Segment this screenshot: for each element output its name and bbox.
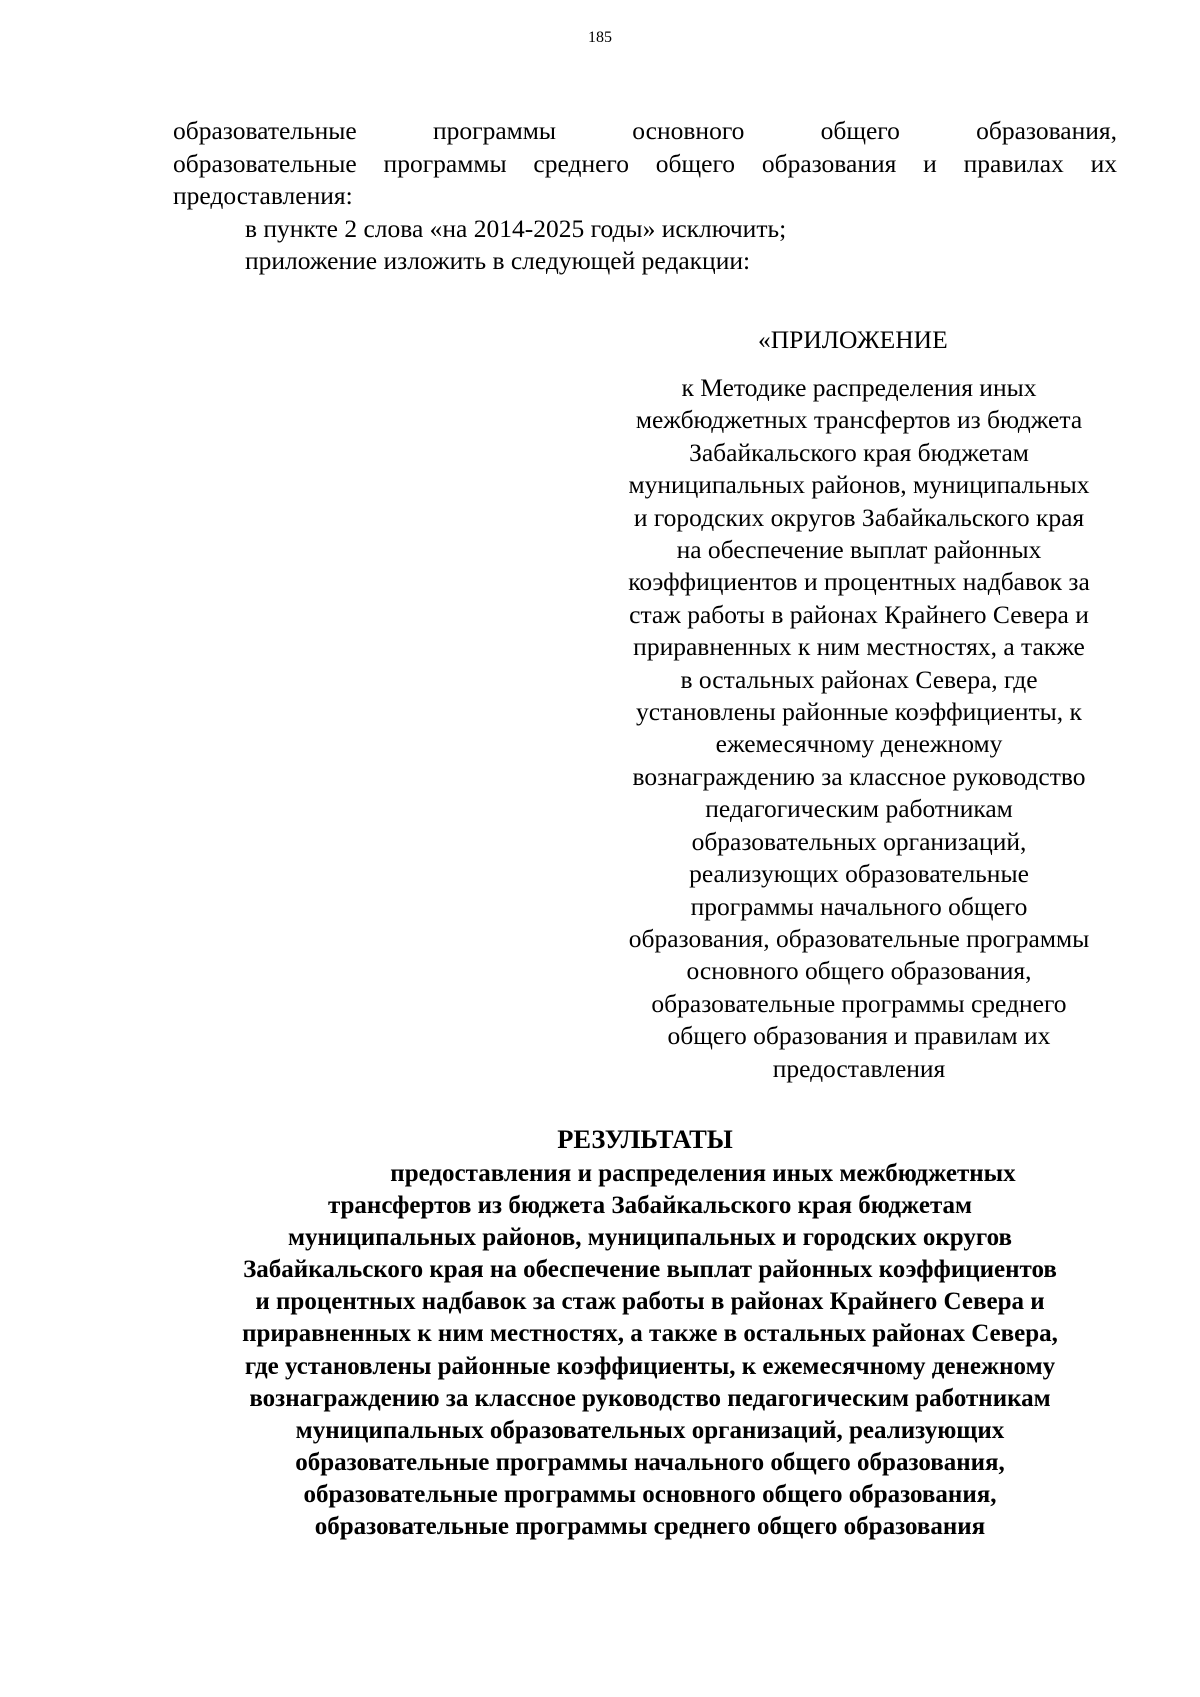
results-line: приравненных к ним местностях, а также в остальных районах Севера, [242, 1320, 1058, 1348]
appendix-line: образования, образовательные программы [628, 923, 1090, 953]
results-line: образовательные программы основного общего образования, [303, 1480, 997, 1508]
intro-line: образовательные программы основного общего образования, [173, 116, 1117, 145]
results-line: муниципальных районов, муниципальных и городских округов [288, 1224, 1012, 1252]
appendix-line: ежемесячному денежному [715, 729, 1003, 759]
appendix-line: к Методике распределения иных [681, 373, 1037, 402]
appendix-line: коэффициентов и процентных надбавок за [628, 567, 1090, 597]
appendix-line: приравненных к ним местностях, а также [633, 632, 1085, 662]
results-line: муниципальных образовательных организаций, реализующих [295, 1416, 1005, 1444]
appendix-line: основного общего образования, [686, 956, 1032, 986]
appendix-line: общего образования и правилам их [667, 1021, 1051, 1051]
appendix-line: и городских округов Забайкальского края [633, 502, 1085, 532]
appendix-caption [590, 372, 1128, 1085]
appendix-line: муниципальных районов, муниципальных [628, 470, 1090, 500]
results-subtitle [100, 1158, 1200, 1543]
results-line: вознаграждению за классное руководство педагогическим работникам [249, 1384, 1051, 1412]
results-line: трансфертов из бюджета Забайкальского края бюджетам [327, 1192, 973, 1220]
intro-line: предоставления: [173, 181, 353, 210]
results-line: образовательные программы среднего общего образования [314, 1513, 986, 1541]
amendment-line: приложение изложить в следующей редакции: [245, 246, 751, 275]
appendix-line: на обеспечение выплат районных [676, 535, 1042, 565]
amendment-line: в пункте 2 слова «на 2014-2025 годы» исключить; [245, 213, 787, 243]
results-line: Забайкальского края на обеспечение выплат районных коэффициентов [243, 1256, 1057, 1284]
appendix-line: программы начального общего [690, 891, 1028, 921]
appendix-line: Забайкальского края бюджетам [689, 437, 1029, 467]
results-line: где установлены районные коэффициенты, к ежемесячному денежному [244, 1352, 1056, 1380]
appendix-line: межбюджетных трансфертов из бюджета [635, 405, 1083, 435]
appendix-line: в остальных районах Севера, где [680, 664, 1038, 694]
intro-paragraph [173, 115, 1117, 278]
results-heading: РЕЗУЛЬТАТЫ [557, 1124, 733, 1154]
appendix-title: «ПРИЛОЖЕНИЕ [758, 325, 948, 354]
results-line: предоставления и распределения иных межбюджетных [390, 1160, 1016, 1187]
intro-line: образовательные программы среднего общего образования и правилах их [173, 148, 1117, 178]
appendix-line: стаж работы в районах Крайнего Севера и [629, 599, 1089, 629]
appendix-line: вознаграждению за классное руководство [632, 761, 1086, 791]
appendix-line: педагогическим работникам [705, 794, 1013, 824]
page-number: 185 [588, 29, 612, 46]
appendix-line: образовательные программы среднего [651, 988, 1067, 1018]
results-line: образовательные программы начального общего образования, [295, 1448, 1005, 1476]
appendix-line: образовательных организаций, [691, 826, 1027, 856]
results-line: и процентных надбавок за стаж работы в районах Крайнего Севера и [255, 1288, 1045, 1316]
appendix-line: реализующих образовательные [689, 859, 1029, 889]
appendix-line: предоставления [772, 1053, 946, 1083]
appendix-line: установлены районные коэффициенты, к [636, 697, 1082, 727]
